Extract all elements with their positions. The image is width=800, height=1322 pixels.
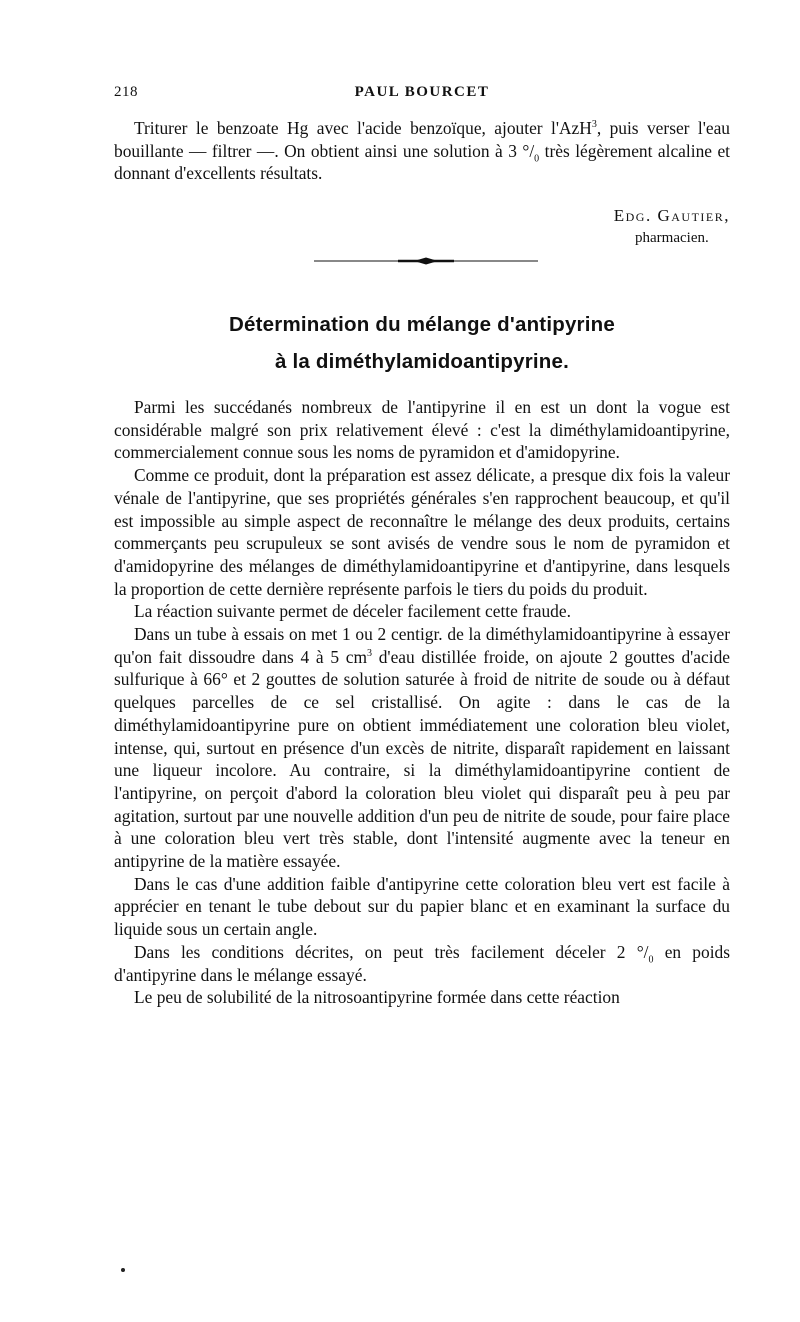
intro-superscript: 3 bbox=[591, 119, 597, 131]
intro-text-start: Triturer le benzoate Hg avec l'acide benzoïque, ajouter l'AzH bbox=[134, 118, 592, 138]
paragraph-5: Dans le cas d'une addition faible d'antipyrine cette coloration bleu vert est facile à apprécier en tenant le tube debout sur du papier blanc et en examinant la surface du liquide sous un certain angle. bbox=[114, 873, 730, 940]
article-title bbox=[114, 306, 730, 380]
stray-ink-dot bbox=[121, 1268, 125, 1272]
intro-text-end: très légèrement alcaline et donnant d'excellents résultats. bbox=[114, 140, 730, 184]
paragraph-2: Comme ce produit, dont la préparation est assez délicate, a presque dix fois la valeur vénale de l'antipyrine, que ses propriétés générales s'en rapprochent beaucoup, et qu'il est impossible au simple aspect de reconnaître le mélange des deux produits, certains commerçants peu scrupuleux se sont avisés de vendre sous le nom de pyramidon et d'amidopyrine des mélanges de diméthylamidoantipyrine et d'antipyrine, dans lesquels la proportion de cette dernière représente parfois le tiers du poids du produit. bbox=[114, 465, 730, 599]
paragraph-6-start: Dans les conditions décrites, on peut très facilement déceler 2 °/ bbox=[134, 941, 649, 962]
paragraph-1: Parmi les succédanés nombreux de l'antipyrine il en est un dont la vogue est considérable malgré son prix relativement élevé : c'est la diméthylamidoantipyrine, commercialement connue sous les noms de pyramidon et d'amidopyrine. bbox=[114, 397, 730, 463]
paragraph-6-end: en poids d'antipyrine dans le mélange essayé. bbox=[114, 941, 730, 985]
diamond-rule-icon bbox=[314, 255, 538, 267]
paragraph-3: La réaction suivante permet de déceler facilement cette fraude. bbox=[134, 601, 571, 622]
author-signature bbox=[614, 204, 730, 250]
article-body bbox=[114, 396, 730, 1009]
paragraph-6-subscript: 0 bbox=[648, 954, 654, 966]
intro-text-middle: , puis verser l'eau bouillante — filtrer —. On obtient ainsi une solution à 3 °/ bbox=[114, 118, 730, 161]
paragraph-6 bbox=[114, 941, 730, 986]
paragraph-4-start: Dans un tube à essais on met 1 ou 2 centigr. de la diméthylamidoantipyrine à essayer qu'on fait dissoudre dans 4 à 5 cm bbox=[114, 624, 730, 667]
signature-name: Edg. Gautier, bbox=[613, 206, 730, 225]
running-title: PAUL BOURCET bbox=[354, 84, 490, 100]
paragraph-7: Le peu de solubilité de la nitrosoantipyrine formée dans cette réaction bbox=[134, 987, 620, 1008]
paragraph-4-superscript: 3 bbox=[367, 647, 373, 659]
intro-paragraph bbox=[114, 117, 730, 185]
running-head bbox=[114, 84, 730, 108]
paragraph-4 bbox=[114, 623, 730, 873]
article-title-line-1: Détermination du mélange d'antipyrine bbox=[229, 313, 615, 336]
paragraph-4-end: d'eau distillée froide, on ajoute 2 gouttes d'acide sulfurique à 66° et 2 gouttes de solution saturée à froid de nitrite de soude ou à défaut quelques parcelles de ce sel cristallisé. On agite : dans le cas de la diméthylamidoantipyrine pure on obtient immédiatement une coloration bleu violet, intense, qui, surtout en présence d'un excès de nitrite, disparaît rapidement en laissant une liqueur incolore. Au contraire, si la diméthylamidoantipyrine contient de l'antipyrine, on perçoit d'abord la coloration bleu violet qui disparaît peu à peu par agitation, surtout par une nouvelle addition d'un peu de nitrite de soude, pour faire place à une coloration bleu vert très stable, dont l'intensité augmente avec la teneur en antipyrine de la matière essayée. bbox=[114, 646, 730, 872]
intro-subscript: 0 bbox=[534, 153, 540, 165]
signature-role: pharmacien. bbox=[635, 230, 709, 246]
intro-paragraph-block bbox=[114, 117, 730, 185]
article-title-line-2: à la diméthylamidoantipyrine. bbox=[274, 350, 569, 373]
page-number: 218 bbox=[114, 84, 138, 100]
